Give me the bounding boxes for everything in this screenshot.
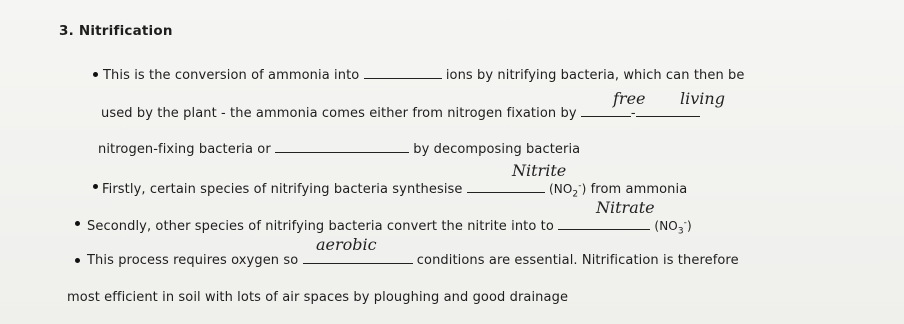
answer-blank[interactable] — [467, 180, 545, 193]
section-heading — [59, 23, 173, 39]
handwritten-answer: aerobic — [316, 235, 377, 254]
answer-blank[interactable] — [558, 217, 650, 230]
handwritten-answer: Nitrate — [596, 198, 655, 217]
text-line: most efficient in soil with lots of air spaces by ploughing and good drainage — [67, 290, 569, 305]
text-line: This process requires oxygen so conditions are essential. Nitrification is therefore — [87, 253, 739, 268]
bullet-point — [93, 72, 98, 77]
section-title: Nitrification — [78, 23, 173, 39]
handwritten-answer: living — [680, 89, 725, 108]
answer-blank[interactable] — [364, 66, 442, 79]
nitrite-formula: $(NO_2^-)$ — [548, 181, 587, 200]
nitrate-formula: $(NO_3^-)$ — [654, 218, 692, 237]
bullet-point — [93, 184, 98, 189]
text-line: Firstly, certain species of nitrifying bacteria synthesise $(NO_2^-)$ from ammonia — [102, 181, 688, 200]
handwritten-answer: Nitrite — [512, 161, 567, 180]
handwritten-answer: free — [613, 89, 646, 108]
text-line: used by the plant - the ammonia comes either from nitrogen fixation by - — [101, 104, 700, 123]
section-number: 3. — [59, 23, 74, 39]
answer-blank[interactable] — [275, 140, 409, 153]
text-line: This is the conversion of ammonia into ions by nitrifying bacteria, which can then be — [103, 68, 745, 83]
text-line: Secondly, other species of nitrifying bacteria convert the nitrite into to $(NO_3^-)$ — [87, 218, 692, 237]
bullet-point — [75, 221, 80, 226]
bullet-point — [75, 258, 80, 263]
text-line: nitrogen-fixing bacteria or by decomposing bacteria — [98, 142, 581, 157]
